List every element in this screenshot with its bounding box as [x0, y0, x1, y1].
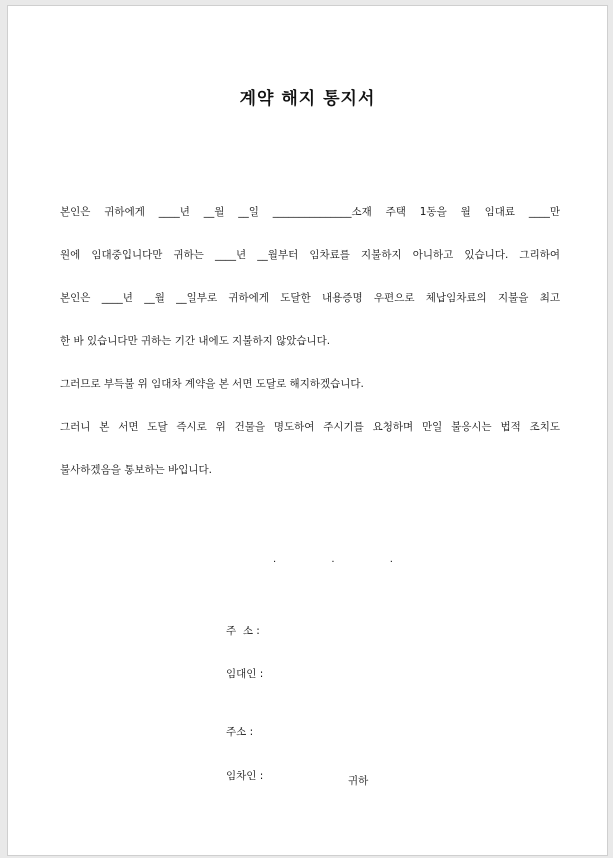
- address-label-1: 주 소 :: [226, 625, 260, 637]
- address-label-2: 주소 :: [226, 726, 254, 738]
- document-page: [7, 5, 608, 856]
- body-line-1: 본인은 귀하에게 ____년 __월 __일 _______________소재 주택 1동을 월 임대료 ____만: [60, 206, 560, 218]
- tenant-label: 임차인 :: [226, 770, 264, 782]
- body-line-7: 불사하겠음을 통보하는 바입니다.: [60, 464, 213, 476]
- body-line-2: 원에 임대중입니다만 귀하는 ____년 __월부터 임차료를 지불하지 아니하고 있습니다. 그리하여: [60, 249, 560, 261]
- honorific-label: 귀하: [348, 775, 369, 787]
- landlord-label: 임대인 :: [226, 668, 264, 680]
- body-line-3: 본인은 ____년 __월 __일부로 귀하에게 도달한 내용증명 우편으로 체납임차료의 지불을 최고: [60, 292, 560, 304]
- body-line-6: 그러니 본 서면 도달 즉시로 위 건물을 명도하여 주시기를 요청하며 만일 불응시는 법적 조치도: [60, 421, 560, 433]
- body-line-4: 한 바 있습니다만 귀하는 기간 내에도 지불하지 않았습니다.: [60, 335, 331, 347]
- body-line-5: 그러므로 부득불 위 임대차 계약을 본 서면 도달로 해지하겠습니다.: [60, 378, 364, 390]
- document-title: 계약 해지 통지서: [239, 89, 376, 109]
- date-placeholder: . . .: [273, 554, 419, 565]
